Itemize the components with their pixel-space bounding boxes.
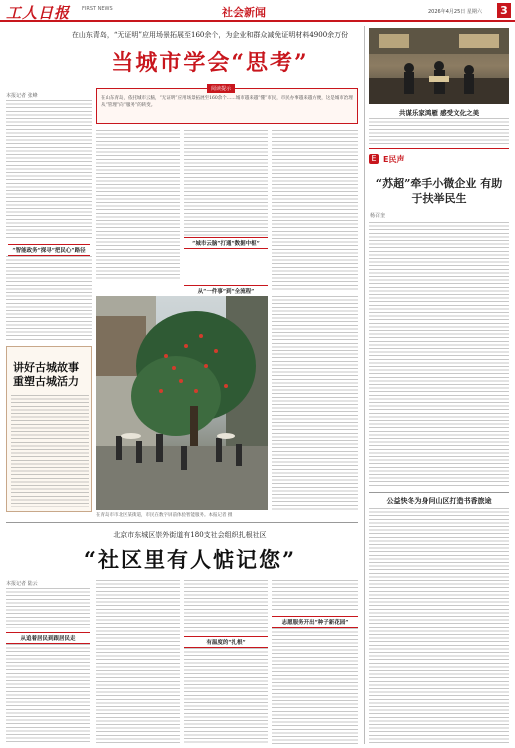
e-voice-label: E民声 bbox=[383, 155, 405, 164]
bottom-right-headline: 公益快冬为身问山区打造书香旅途 bbox=[386, 496, 492, 505]
story1-byline: 本报记者 张峰 bbox=[6, 93, 38, 99]
story1-col2-text bbox=[96, 130, 180, 280]
story2-col1-text bbox=[6, 588, 90, 628]
commentary-text bbox=[11, 395, 89, 507]
photo2-caption-text bbox=[369, 118, 509, 144]
story2-col2-text bbox=[96, 580, 180, 744]
newspaper-logo: 工人日报 bbox=[6, 4, 71, 22]
editor-note-box bbox=[96, 88, 358, 124]
museum-scene-svg bbox=[369, 28, 509, 104]
nav-label: FIRST NEWS bbox=[82, 6, 113, 12]
story1-col1-text2 bbox=[6, 256, 92, 340]
story2-kicker: 北京市东城区崇外街道有180支社会组织扎根社区 bbox=[113, 531, 267, 539]
editor-note-label: 阅读提示 bbox=[207, 84, 235, 93]
story1-col4-text2 bbox=[272, 296, 358, 510]
issue-date: 2026年4月25日 星期六 bbox=[428, 9, 482, 15]
story1-col1-text bbox=[6, 100, 92, 240]
story2-sub2: 有温度的“扎根” bbox=[184, 636, 268, 648]
story2-col4-text2 bbox=[272, 628, 358, 744]
section-title: 社会新闻 bbox=[222, 6, 266, 19]
e-voice-byline: 杨召奎 bbox=[370, 213, 386, 219]
street-scene-svg bbox=[96, 296, 268, 510]
commentary-box bbox=[6, 346, 92, 512]
story2-col3-text2 bbox=[184, 648, 268, 744]
masthead bbox=[0, 0, 515, 22]
story2-col1-text2 bbox=[6, 644, 90, 744]
story2-byline: 本报记者 陆云 bbox=[6, 581, 38, 587]
editor-note-text: 在山东青岛，依托城市云脑，“无证明”应用场景拓展至160余个……城市越来越“懂”市民，市民办事越来越方便，这是城市治理从“管理”向“服务”的转变。 bbox=[101, 96, 353, 108]
photo2-caption: 共谋乐家鸿雁 感受文化之美 bbox=[398, 109, 480, 117]
e-voice-headline: “苏超”牵手小微企业 有助于扶举民生 bbox=[375, 177, 503, 205]
story1-kicker: 在山东青岛，“无证明”应用场景拓展至160余个，为企业和群众减免证明材料4900余万份 bbox=[71, 31, 349, 39]
story2-sub3: 志愿服务开出“种子新花园” bbox=[272, 616, 358, 628]
story1-sub3: “城市云脑”打通“数据中枢” bbox=[184, 237, 268, 249]
city-street-photo bbox=[96, 296, 268, 510]
commentary-title: 讲好古城故事 重塑古城活力 bbox=[13, 361, 79, 388]
story1-col4-text bbox=[272, 130, 358, 290]
story2-col4-text bbox=[272, 580, 358, 612]
e-voice-section bbox=[369, 152, 509, 168]
photo1-caption: 在青岛市市北区某街道，市民在数字屏前体验智能服务。本报记者 摄 bbox=[96, 513, 233, 518]
story2-headline: “社区里有人惦记您” bbox=[83, 547, 297, 572]
story2-col3-text bbox=[184, 580, 268, 632]
e-voice-icon: E bbox=[369, 154, 379, 164]
page-number: 3 bbox=[497, 3, 511, 18]
story1-sub1: “智能政务”探寻“把民心”路径 bbox=[8, 244, 90, 256]
story1-sub2: 从“一件事”到“全流程” bbox=[184, 285, 268, 297]
story1-col3-text bbox=[184, 130, 268, 236]
story2-sub1: 从追着居民到跟居民走 bbox=[6, 632, 90, 644]
e-voice-text bbox=[369, 222, 509, 486]
story1-headline: 当城市学会“思考” bbox=[111, 50, 309, 76]
museum-photo bbox=[369, 28, 509, 104]
bottom-right-text bbox=[369, 508, 509, 744]
